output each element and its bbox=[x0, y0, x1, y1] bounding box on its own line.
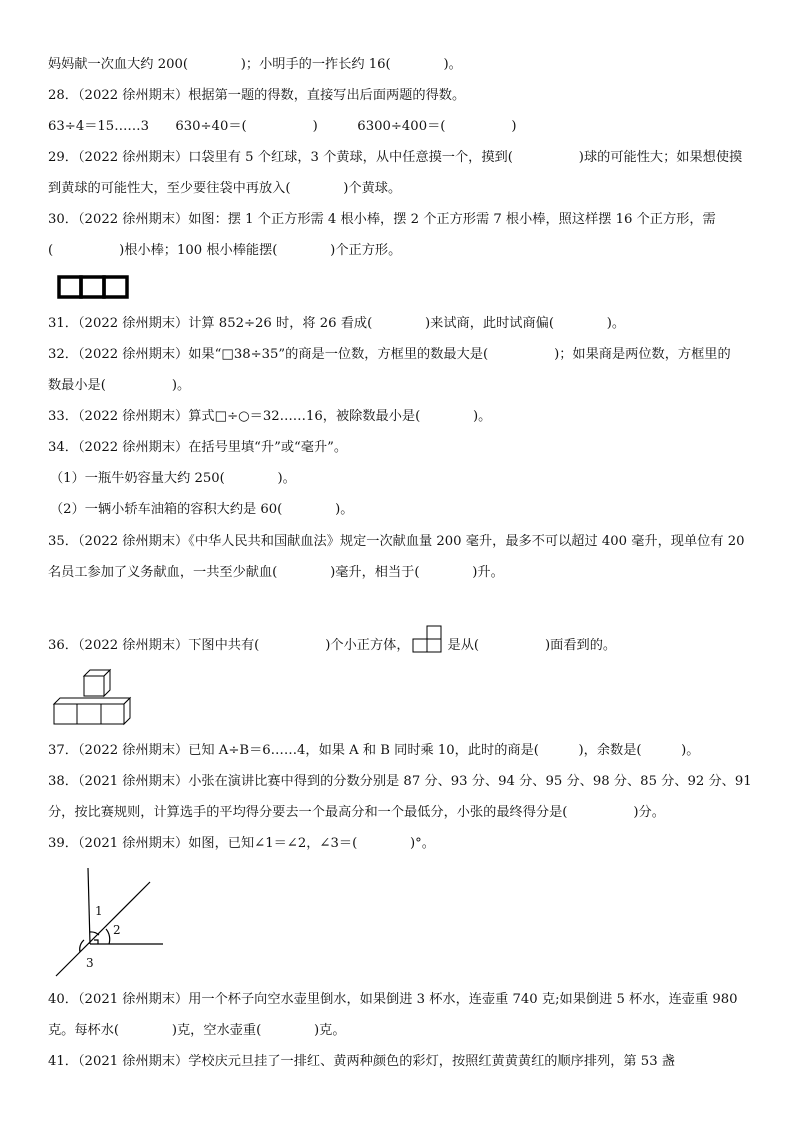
question-30-line1: 30．（2022 徐州期末）如图：摆 1 个正方形需 4 根小棒，摆 2 个正方形需 7 根小棒，照这样摆 16 个正方形，需 bbox=[48, 212, 716, 227]
angle-label-2: 2 bbox=[113, 923, 121, 937]
question-40-line1: 40．（2021 徐州期末）用一个杯子向空水壶里倒水，如果倒进 3 杯水，连壶重 740 克;如果倒进 5 杯水，连壶重 980 bbox=[48, 992, 738, 1007]
question-33: 33．（2022 徐州期末）算式□÷○＝32……16，被除数最小是( )。 bbox=[48, 409, 492, 424]
cubes-figure bbox=[52, 662, 136, 726]
angle-label-1: 1 bbox=[95, 904, 103, 918]
angle-label-3: 3 bbox=[86, 956, 94, 970]
question-34: 34．（2022 徐州期末）在括号里填“升”或“毫升”。 bbox=[48, 440, 348, 455]
question-35-line1: 35．（2022 徐州期末）《中华人民共和国献血法》规定一次献血量 200 毫升，最多不可以超过 400 毫升，现单位有 20 bbox=[48, 534, 745, 549]
stick-square bbox=[104, 277, 127, 297]
question-30-line2: ( )根小棒；100 根小棒能摆( )个正方形。 bbox=[48, 243, 402, 258]
stick-squares-figure bbox=[56, 274, 132, 300]
question-29-line2: 到黄球的可能性大，至少要往袋中再放入( )个黄球。 bbox=[48, 181, 402, 196]
question-28-expressions: 63÷4＝15……3 630÷40＝( ) 6300÷400＝( ) bbox=[48, 119, 517, 134]
question-36-part1: 36．（2022 徐州期末）下图中共有( )个小正方体， bbox=[48, 638, 410, 653]
stick-square bbox=[59, 277, 81, 297]
question-40-line2: 克。每杯水( )克，空水壶重( )克。 bbox=[48, 1023, 346, 1038]
question-41: 41．（2021 徐州期末）学校庆元旦挂了一排红、黄两种颜色的彩灯，按照红黄黄黄红的顺序排列，第 53 盏 bbox=[48, 1054, 675, 1069]
question-31: 31．（2022 徐州期末）计算 852÷26 时，将 26 看成( )来试商，此时试商偏( )。 bbox=[48, 316, 626, 331]
question-34-part1: （1）一瓶牛奶容量大约 250( )。 bbox=[50, 471, 296, 486]
question-32-line2: 数最小是( )。 bbox=[48, 378, 191, 393]
question-36-part2: 是从( )面看到的。 bbox=[447, 638, 617, 653]
stick-square bbox=[81, 277, 104, 297]
question-36 bbox=[48, 625, 616, 656]
question-29-line1: 29．（2022 徐州期末）口袋里有 5 个红球，3 个黄球，从中任意摸一个，摸到( )球的可能性大；如果想使摸 bbox=[48, 150, 743, 165]
view-figure-icon bbox=[412, 625, 446, 653]
angle-figure bbox=[50, 866, 168, 978]
question-28: 28．（2022 徐州期末）根据第一题的得数，直接写出后面两题的得数。 bbox=[48, 88, 466, 103]
question-35-line2: 名员工参加了义务献血，一共至少献血( )毫升，相当于( )升。 bbox=[48, 565, 504, 580]
question-39: 39．（2021 徐州期末）如图，已知∠1＝∠2，∠3＝( )°。 bbox=[48, 836, 435, 851]
line-q27-end: 妈妈献一次血大约 200( )；小明手的一拃长约 16( )。 bbox=[48, 57, 462, 72]
question-34-part2: （2）一辆小轿车油箱的容积大约是 60( )。 bbox=[50, 502, 354, 517]
question-38-line1: 38．（2021 徐州期末）小张在演讲比赛中得到的分数分别是 87 分、93 分、94 分、95 分、98 分、85 分、92 分、91 bbox=[48, 774, 752, 789]
question-32-line1: 32．（2022 徐州期末）如果“□38÷35”的商是一位数，方框里的数最大是( )；如果商是两位数，方框里的 bbox=[48, 347, 731, 362]
question-37: 37．（2022 徐州期末）已知 A÷B＝6……4，如果 A 和 B 同时乘 10，此时的商是( )，余数是( )。 bbox=[48, 743, 700, 758]
question-38-line2: 分，按比赛规则，计算选手的平均得分要去一个最高分和一个最低分，小张的最终得分是( )分。 bbox=[48, 805, 665, 820]
